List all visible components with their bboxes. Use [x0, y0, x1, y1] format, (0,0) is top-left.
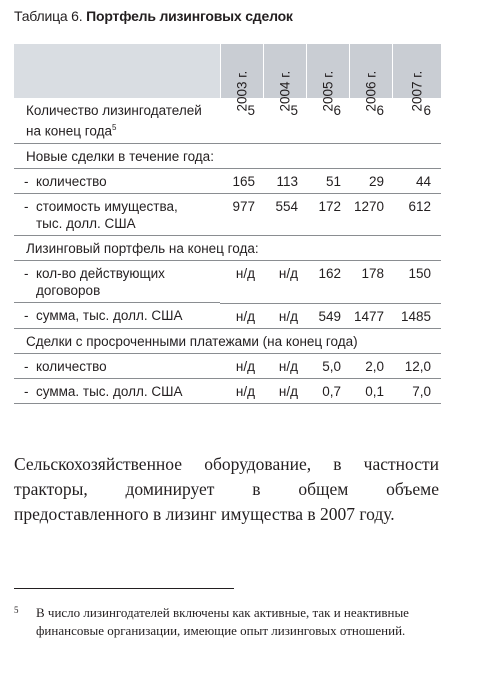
cell-value: 6 [306, 98, 349, 143]
row-label-text: кол-во действующих договоров [36, 266, 165, 298]
cell-value: 977 [220, 193, 263, 236]
cell-value: 113 [263, 168, 306, 193]
year-header-label: 2007 г. [409, 70, 425, 112]
dash-marker: - [24, 266, 29, 281]
row-label [14, 98, 220, 143]
year-header [306, 44, 349, 112]
cell-value: 1477 [349, 303, 392, 328]
dash-marker: - [24, 358, 29, 374]
group-label: Новые сделки в течение года: [14, 143, 441, 168]
group-header-row [14, 236, 441, 261]
cell-value: 612 [392, 193, 441, 236]
dash-marker: - [24, 308, 29, 323]
dash-marker: - [24, 383, 29, 399]
row-label [14, 378, 220, 403]
cell-value: 2,0 [349, 353, 392, 378]
footnote-divider [14, 588, 234, 589]
cell-value: н/д [263, 353, 306, 378]
cell-value: 162 [306, 261, 349, 304]
group-header-row [14, 143, 441, 168]
group-header-row [14, 328, 441, 353]
cell-value: 5 [263, 98, 306, 143]
cell-value: 0,1 [349, 378, 392, 403]
group-label: Лизинговый портфель на конец года: [14, 236, 441, 261]
cell-value: 29 [349, 168, 392, 193]
row-label-text: количество [36, 173, 107, 189]
table-caption [14, 8, 293, 24]
row-label [14, 168, 220, 193]
header-blank-cell [14, 44, 220, 98]
row-label-text: количество [36, 358, 107, 374]
cell-value: 150 [392, 261, 441, 304]
table-row [14, 168, 441, 193]
caption-title: Портфель лизинговых сделок [86, 8, 293, 24]
leasing-portfolio-table [14, 44, 441, 404]
table-row [14, 303, 441, 328]
year-header-label: 2003 г. [234, 70, 249, 112]
year-header [220, 44, 263, 112]
cell-value: 51 [306, 168, 349, 193]
table-row [14, 353, 441, 378]
table-row [14, 378, 441, 403]
footnote-text: В число лизингодателей включены как активные, так и неактивные финансовые организации, имеющие опыт лизинговых отношений. [36, 605, 409, 638]
row-label-text: Количество лизингодателей на конец года [26, 103, 202, 139]
footnote [14, 604, 439, 640]
cell-value: н/д [220, 261, 263, 304]
body-paragraph: Сельскохозяйственное оборудование, в частности тракторы, доминирует в общем объеме предоставленного в лизинг имущества в 2007 году. [14, 454, 439, 524]
cell-value: н/д [220, 353, 263, 378]
year-header [392, 44, 441, 112]
row-label [14, 194, 220, 236]
dash-marker: - [24, 198, 29, 214]
row-label [14, 261, 220, 303]
cell-value: н/д [263, 303, 306, 328]
cell-value: н/д [263, 261, 306, 304]
footnote-mark: 5 [14, 605, 19, 615]
cell-value: 0,7 [306, 378, 349, 403]
cell-value: 178 [349, 261, 392, 304]
cell-value: 1485 [392, 303, 441, 328]
year-header-label: 2006 г. [363, 70, 378, 112]
cell-value: 6 [349, 98, 392, 143]
row-label [14, 303, 220, 328]
year-header-label: 2005 г. [320, 70, 335, 112]
row-label-text: стоимость имущества, тыс. долл. США [36, 198, 178, 231]
table-header-row [14, 44, 441, 98]
year-header-label: 2004 г. [277, 70, 292, 112]
cell-value: 7,0 [392, 378, 441, 403]
row-label-text: сумма, тыс. долл. США [36, 308, 183, 323]
cell-value: 6 [392, 98, 441, 143]
caption-prefix: Таблица 6. [14, 8, 83, 24]
row-label-text: сумма. тыс. долл. США [36, 383, 183, 399]
cell-value: 554 [263, 193, 306, 236]
cell-value: 44 [392, 168, 441, 193]
cell-value: 1270 [349, 193, 392, 236]
cell-value: н/д [220, 378, 263, 403]
table-row [14, 261, 441, 304]
cell-value: 5 [220, 98, 263, 143]
cell-value: н/д [263, 378, 306, 403]
dash-marker: - [24, 173, 29, 189]
footnote-ref: 5 [111, 123, 117, 132]
row-label [14, 353, 220, 378]
cell-value: н/д [220, 303, 263, 328]
cell-value: 549 [306, 303, 349, 328]
table-row [14, 193, 441, 236]
cell-value: 5,0 [306, 353, 349, 378]
group-label: Сделки с просроченными платежами (на конец года) [14, 328, 441, 353]
year-header [263, 44, 306, 112]
year-header [349, 44, 392, 112]
cell-value: 165 [220, 168, 263, 193]
cell-value: 12,0 [392, 353, 441, 378]
cell-value: 172 [306, 193, 349, 236]
